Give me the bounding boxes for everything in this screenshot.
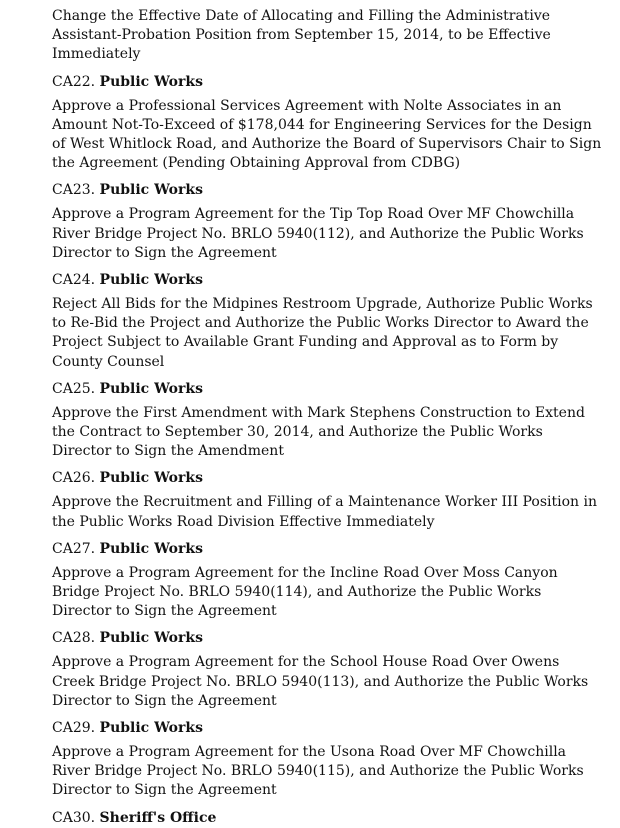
agenda-item-ca28 — [52, 629, 602, 711]
agenda-item-ca25 — [52, 380, 602, 462]
item-description: Approve the Recruitment and Filling of a Maintenance Worker III Position in the Public Works Road Division Effective Immediately — [52, 494, 597, 530]
item-department: Public Works — [99, 182, 203, 199]
item-heading — [52, 809, 602, 828]
item-heading — [52, 181, 602, 200]
item-number: CA30. — [52, 809, 96, 826]
item-department: Public Works — [99, 272, 203, 289]
item-description: Approve a Program Agreement for the School House Road Over Owens Creek Bridge Project No. BRLO 5940(113), and Authorize the Public Works Director to Sign the Agreement — [52, 654, 589, 709]
item-heading — [52, 73, 602, 92]
item-description: Reject All Bids for the Midpines Restroom Upgrade, Authorize Public Works to Re-Bid the Project and Authorize the Public Works Director to Award the Project Subject to Available Grant Funding and Approval as to Form by County Counsel — [52, 296, 593, 370]
item-number: CA24. — [52, 272, 96, 289]
item-description: Approve the First Amendment with Mark Stephens Construction to Extend the Contract to September 30, 2014, and Authorize the Public Works Director to Sign the Amendment — [52, 404, 585, 460]
item-heading — [52, 380, 602, 399]
item-department: Public Works — [99, 470, 203, 487]
item-department: Public Works — [99, 630, 203, 647]
item-department: Public Works — [99, 380, 203, 397]
item-number: CA23. — [52, 182, 96, 199]
agenda-item-ca22 — [52, 73, 602, 174]
item-number: CA25. — [52, 380, 96, 397]
item-description: Approve a Program Agreement for the Incline Road Over Moss Canyon Bridge Project No. BRLO 5940(114), and Authorize the Public Works Director to Sign the Agreement — [52, 564, 558, 620]
item-number: CA22. — [52, 73, 96, 90]
item-number: CA26. — [52, 470, 96, 487]
item-description: Approve a Program Agreement for the Tip Top Road Over MF Chowchilla River Bridge Project No. BRLO 5940(112), and Authorize the Public Works Director to Sign the Agreement — [52, 206, 584, 261]
item-heading — [52, 469, 602, 488]
item-department: Public Works — [99, 720, 203, 737]
item-heading — [52, 719, 602, 738]
agenda-item-ca27 — [52, 540, 602, 622]
item-heading — [52, 629, 602, 648]
item-department: Public Works — [99, 540, 203, 557]
agenda-item-ca23 — [52, 181, 602, 263]
item-description: Approve a Professional Services Agreement with Nolte Associates in an Amount Not-To-Exceed of $178,044 for Engineering Services for the Design of West Whitlock Road, and Authorize the Board of Supervisors Chair to Sign the Agreement (Pending Obtaining Approval from CDBG) — [52, 97, 602, 172]
item-heading — [52, 540, 602, 559]
item-department: Public Works — [99, 73, 203, 90]
item-number: CA29. — [52, 720, 96, 737]
intro-paragraph: Change the Effective Date of Allocating and Filling the Administrative Assistant-Probation Position from September 15, 2014, to be Effective Immediately — [52, 8, 551, 63]
agenda-item-ca26 — [52, 469, 602, 531]
item-department: Sheriff's Office — [99, 809, 217, 826]
item-description: Approve a Program Agreement for the Usona Road Over MF Chowchilla River Bridge Project No. BRLO 5940(115), and Authorize the Public Works Director to Sign the Agreement — [52, 744, 584, 799]
item-number: CA27. — [52, 540, 96, 557]
item-number: CA28. — [52, 630, 96, 647]
agenda-item-ca29 — [52, 719, 602, 801]
agenda-item-ca30 — [52, 809, 602, 828]
agenda-item-ca24 — [52, 271, 602, 372]
item-heading — [52, 271, 602, 290]
